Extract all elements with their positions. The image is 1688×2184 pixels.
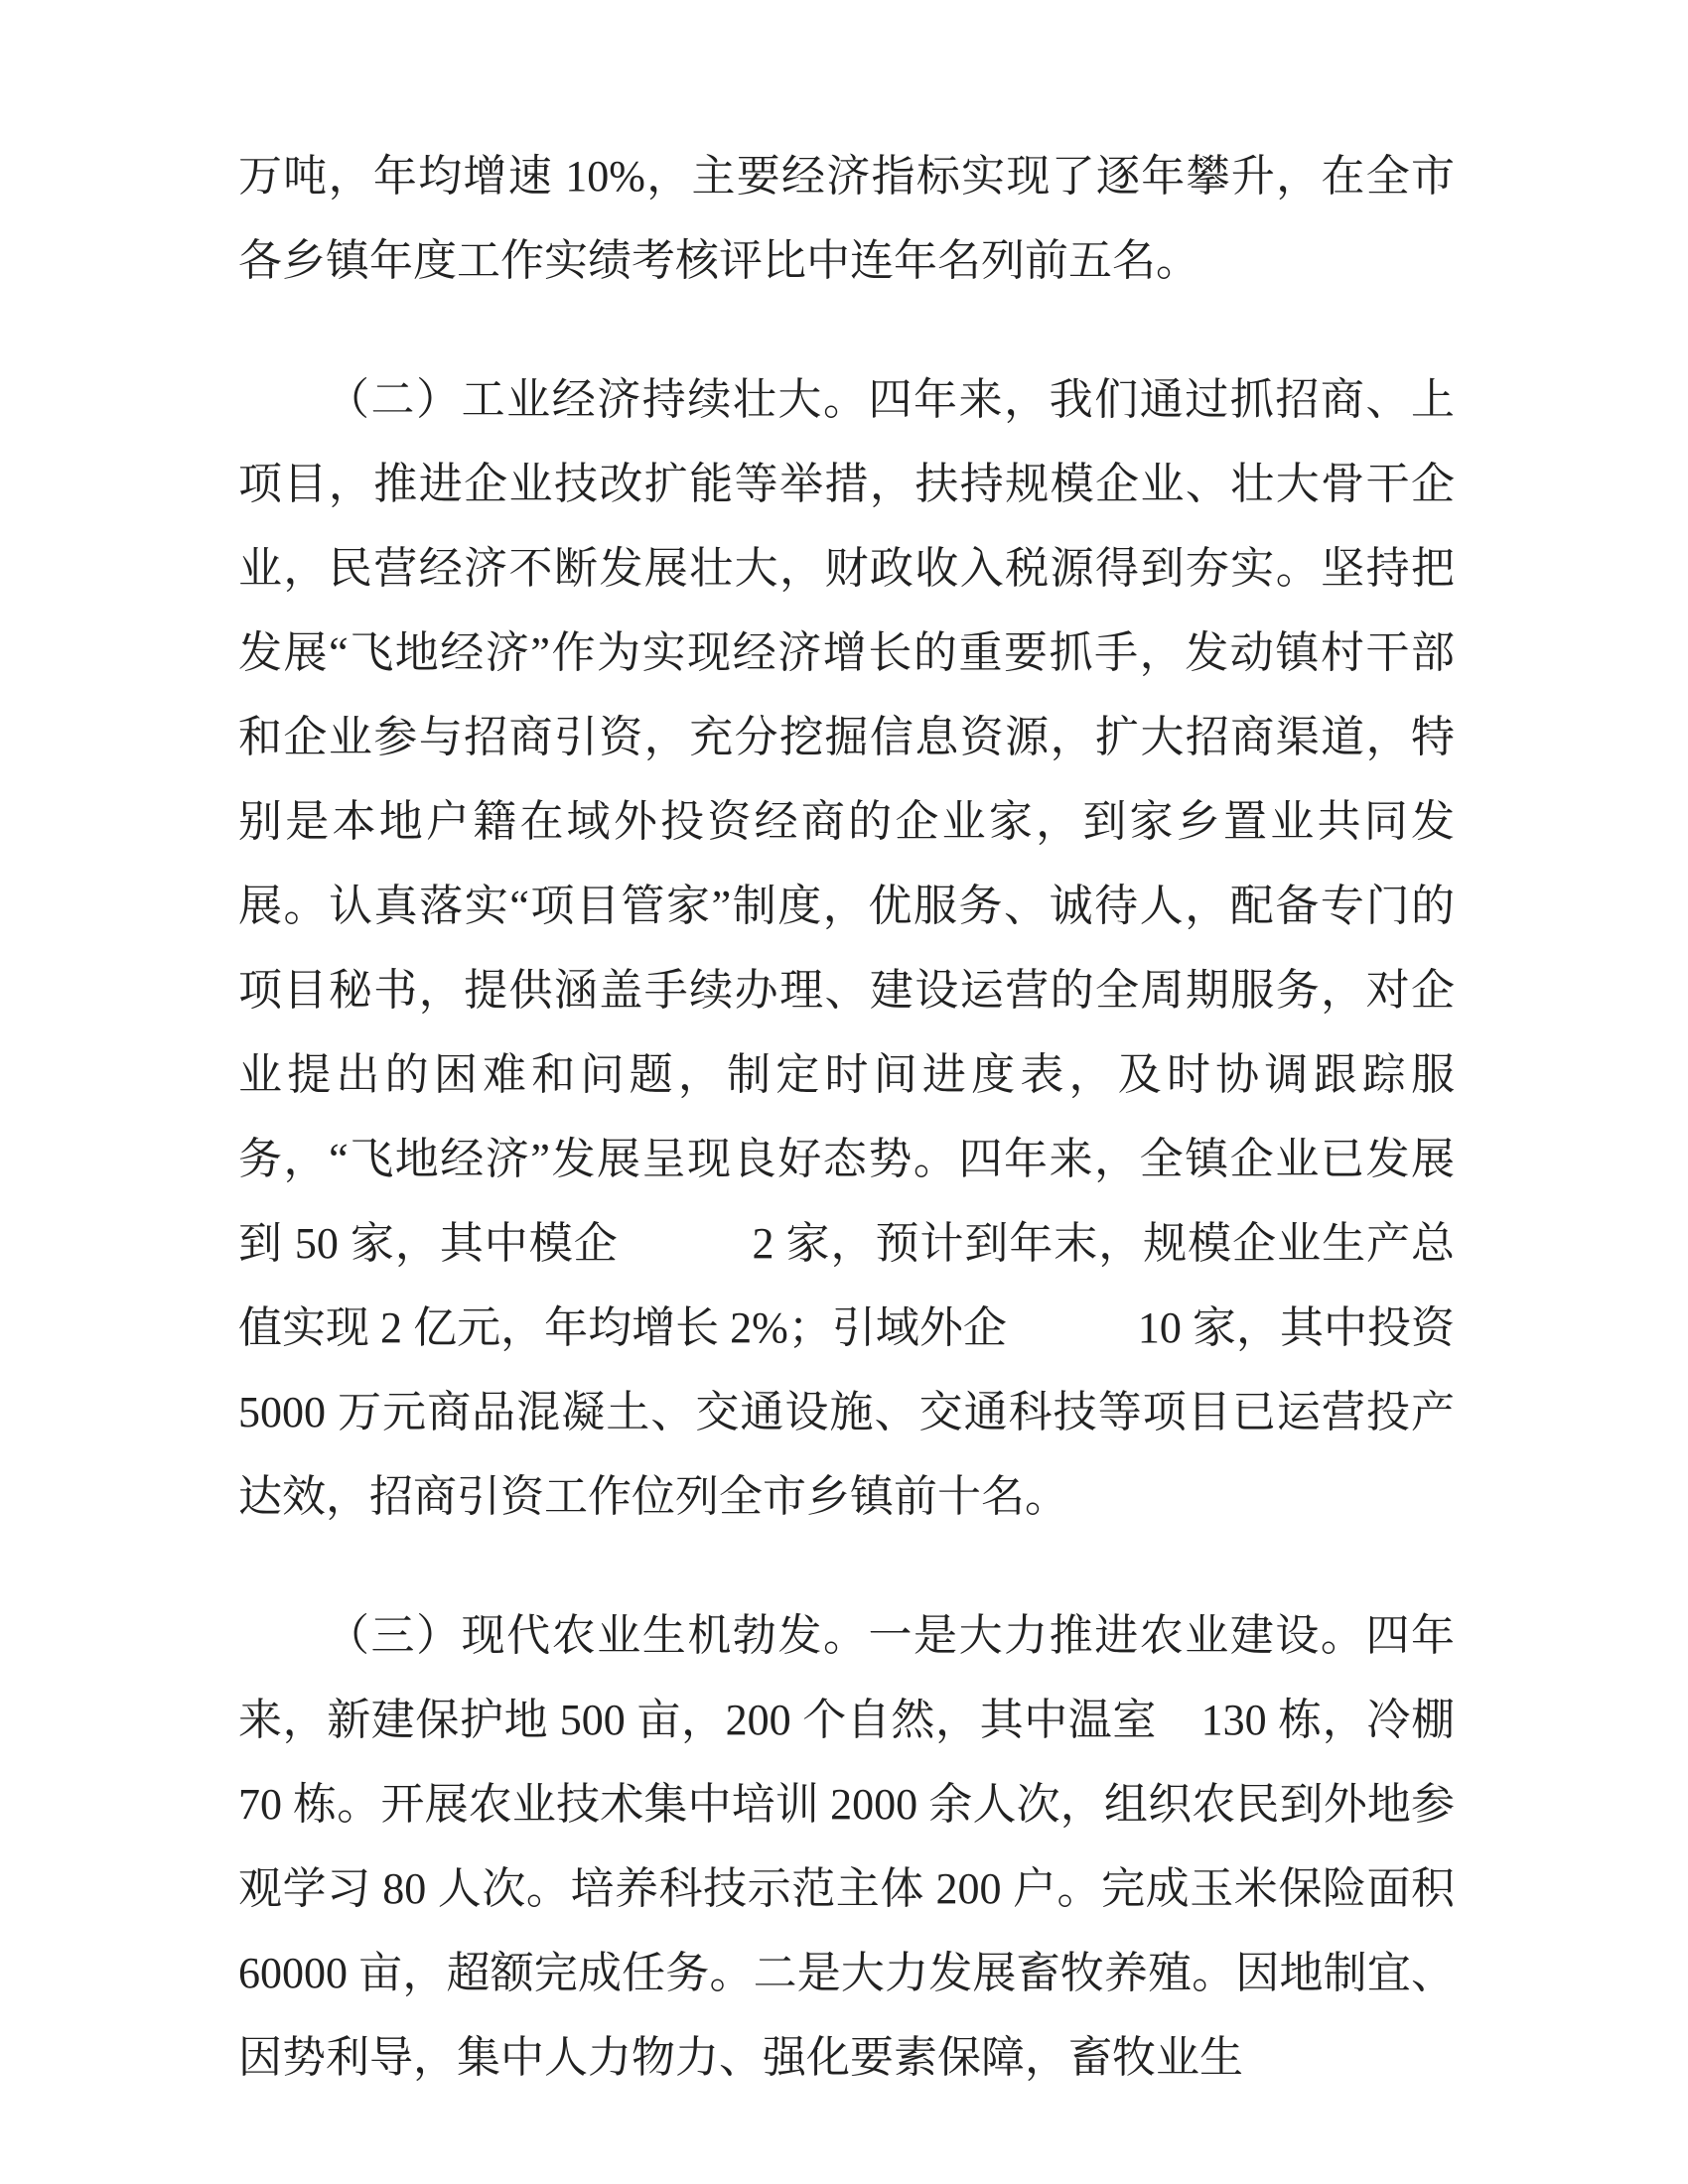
paragraph-continuation: 万吨，年均增速 10%，主要经济指标实现了逐年攀升，在全市各乡镇年度工作实绩考核评比中连年名列前五名。 (238, 152, 1455, 285)
paragraph-section-three: （三）现代农业生机勃发。一是大力推进农业建设。四年来，新建保护地 500 亩，200 个自然，其中温室 130 栋，冷棚 70 栋。开展农业技术集中培训 2000 余人次，组织农民到外地参观学习 80 人次。培养科技示范主体 200 户。完成玉米保险面积 60000 亩，超额完成任务。二是大力发展畜牧养殖。因地制宜、因势利导，集中人力物力、强化要素保障，畜牧业生 (238, 1611, 1455, 2082)
paragraph-section-two: （二）工业经济持续壮大。四年来，我们通过抓招商、上项目，推进企业技改扩能等举措，扶持规模企业、壮大骨干企业，民营经济不断发展壮大，财政收入税源得到夯实。坚持把发展“飞地经济”作为实现经济增长的重要抓手，发动镇村干部和企业参与招商引资，充分挖掘信息资源，扩大招商渠道，特别是本地户籍在域外投资经商的企业家，到家乡置业共同发展。认真落实“项目管家”制度，优服务、诚待人，配备专门的项目秘书，提供涵盖手续办理、建设运营的全周期服务，对企业提出的困难和问题，制定时间进度表，及时协调跟踪服务，“飞地经济”发展呈现良好态势。四年来，全镇企业已发展到 50 家，其中模企 2 家，预计到年末，规模企业生产总值实现 2 亿元，年均增长 2%；引域外企 10 家，其中投资 5000 万元商品混凝土、交通设施、交通科技等项目已运营投产达效，招商引资工作位列全市乡镇前十名。 (238, 375, 1455, 1521)
